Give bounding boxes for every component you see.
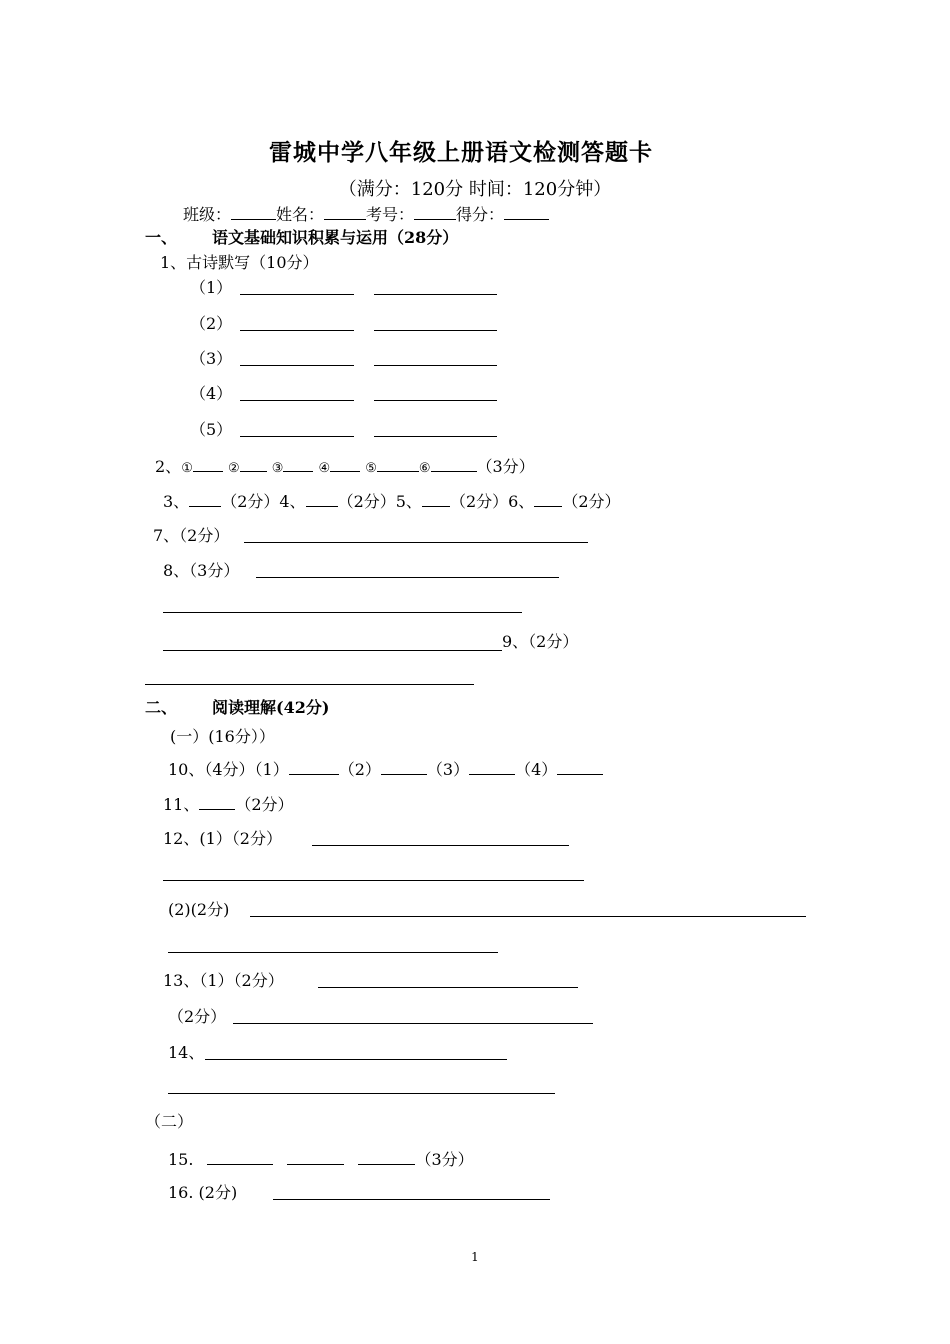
class-label: 班级： [183,205,232,224]
q3-number: 3、 [163,492,190,511]
poem-5-answer-a[interactable] [240,436,354,437]
poem-4-answer-a[interactable] [240,400,354,401]
score-label: 得分： [456,205,505,224]
q12-1-label: 12、(1）（2分） [163,829,282,848]
q10-prefix: 10、（4分） [168,760,255,779]
q2-blank-2[interactable] [240,455,267,472]
q11-points: （2分） [235,795,294,814]
poem-1-answer-a[interactable] [240,294,354,295]
poem-4-answer-b[interactable] [374,400,497,401]
section1-number: 一、 [145,228,178,247]
q8-answer-line-1[interactable] [256,577,559,578]
q13-1-label: 13、（1）（2分） [163,971,284,990]
q1-label: 1、古诗默写（10分） [160,253,319,272]
q13-2-answer-line[interactable] [233,1023,593,1024]
section2-heading: 阅读理解(42分) [212,698,330,717]
q12-1-answer-line-1[interactable] [312,845,569,846]
exam-no-field[interactable] [414,203,456,220]
q11-number: 11、 [163,795,200,814]
poem-item-label: （5） [190,420,233,439]
poem-item-label: （4） [190,384,233,403]
poem-2-answer-a[interactable] [240,330,354,331]
poem-item-label: （2） [190,314,233,333]
q14-answer-line-1[interactable] [205,1059,507,1060]
q6-points: （2分） [562,492,621,511]
q16-label: 16. (2分) [168,1183,238,1202]
q2-mark-3: ③ [271,461,284,476]
poem-item-2 [190,314,232,334]
q14-answer-line-2[interactable] [168,1093,555,1094]
q2-blank-6[interactable] [431,455,477,472]
part1-label: (一）(16分）） [170,727,275,746]
q10-part-1: （1） [254,760,289,779]
name-field[interactable] [324,203,366,220]
q2-mark-1: ① [181,461,193,476]
q14-label: 14、 [168,1043,205,1062]
poem-5-answer-b[interactable] [374,436,497,437]
poem-3-answer-a[interactable] [240,365,354,366]
poem-item-label: （1） [190,278,233,297]
q6-number: 6、 [508,492,535,511]
q4-points: （2分） [337,492,396,511]
poem-item-3 [190,349,232,369]
q10-row [168,758,603,780]
q2-mark-6: ⑥ [418,461,431,476]
q2-blank-4[interactable] [330,455,360,472]
q9-answer-line[interactable] [145,684,474,685]
page-number: 1 [471,1250,479,1264]
part2-label: （二） [145,1112,194,1131]
q2-blank-1[interactable] [193,455,223,472]
q7-label: 7、（2分） [153,526,230,545]
q12-2-answer-line-2[interactable] [168,952,498,953]
q10-blank-4[interactable] [557,758,603,775]
q2-row [155,455,535,479]
q4-blank[interactable] [306,490,338,507]
q2-mark-4: ④ [318,461,331,476]
poem-1-answer-b[interactable] [374,294,497,295]
q15-blank-1[interactable] [207,1148,273,1165]
q2-points: （3分） [476,457,535,476]
q6-blank[interactable] [534,490,562,507]
q5-number: 5、 [395,492,422,511]
q10-part-3: （3） [426,760,470,779]
q10-blank-2[interactable] [381,758,427,775]
q12-1-answer-line-2[interactable] [163,880,584,881]
q3-blank[interactable] [189,490,221,507]
student-info-row [183,203,549,225]
q11-blank[interactable] [199,793,235,810]
q2-blank-5[interactable] [377,455,419,472]
q13-2-label: （2分） [168,1007,227,1026]
poem-item-1 [190,278,232,298]
q2-number: 2、 [155,457,182,476]
section2-number: 二、 [145,698,178,717]
page-subtitle: （满分：120分 时间：120分钟） [338,179,612,200]
poem-item-label: （3） [190,349,233,368]
q9-label: 9、（2分） [502,632,579,651]
q3-6-row [163,490,621,512]
q15-blank-2[interactable] [287,1148,344,1165]
q10-blank-1[interactable] [289,758,339,775]
poem-3-answer-b[interactable] [374,365,497,366]
q13-1-answer-line[interactable] [318,987,578,988]
name-label: 姓名： [276,205,325,224]
q10-part-4: （4） [515,760,558,779]
q3-points: （2分） [221,492,280,511]
poem-item-4 [190,384,232,404]
poem-item-5 [190,420,232,440]
q8-answer-line-2[interactable] [163,612,522,613]
q12-2-label: (2)(2分) [168,900,230,919]
q15-row [168,1148,474,1170]
q15-points: （3分） [415,1150,474,1169]
q10-part-2: （2） [338,760,381,779]
q5-points: （2分） [449,492,509,511]
q12-2-answer-line-1[interactable] [250,916,806,917]
q8-answer-line-3[interactable] [163,650,502,651]
page-title: 雷城中学八年级上册语文检测答题卡 [269,139,653,166]
q7-answer-line[interactable] [244,542,588,543]
q15-blank-3[interactable] [358,1148,415,1165]
poem-2-answer-b[interactable] [374,330,497,331]
q8-label: 8、（3分） [163,561,240,580]
section1-heading: 语文基础知识积累与运用（28分） [212,228,459,247]
exam-no-label: 考号： [366,205,415,224]
q10-blank-3[interactable] [469,758,515,775]
q2-mark-2: ② [227,461,240,476]
q4-number: 4、 [279,492,306,511]
q2-mark-5: ⑤ [365,461,377,476]
score-field[interactable] [504,203,549,220]
class-field[interactable] [231,203,276,220]
q5-blank[interactable] [422,490,450,507]
q16-answer-line[interactable] [273,1199,550,1200]
q2-blank-3[interactable] [283,455,313,472]
q15-number: 15. [168,1150,194,1169]
q11-row [163,793,294,815]
